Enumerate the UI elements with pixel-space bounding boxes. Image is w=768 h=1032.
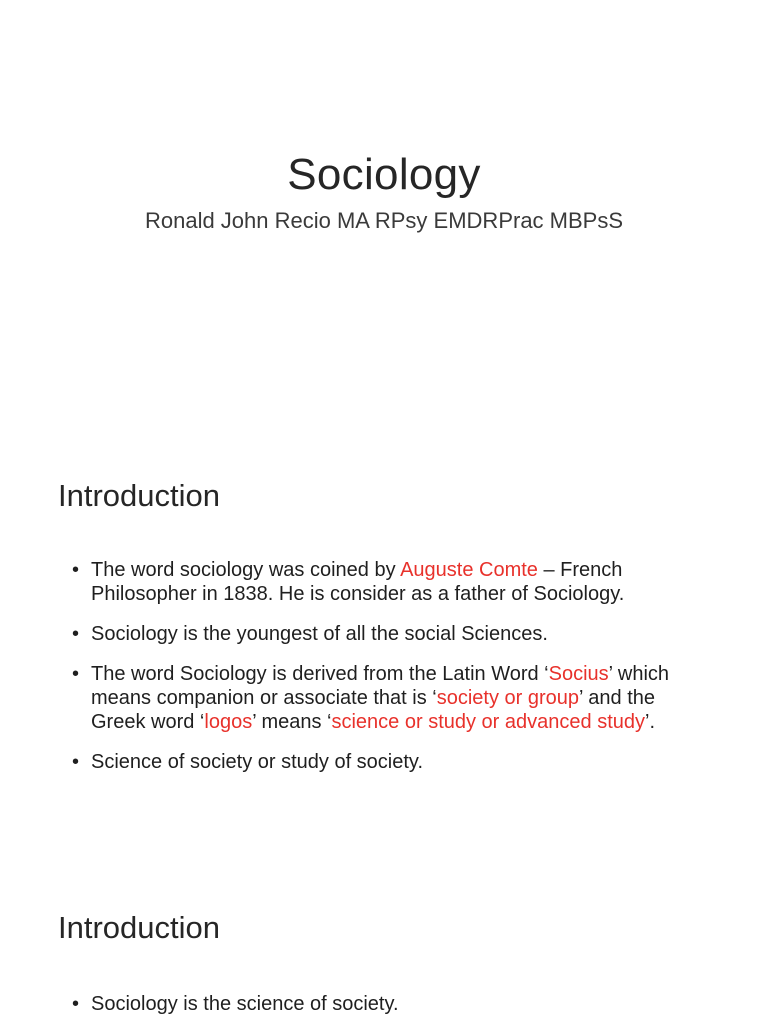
highlight-text: society or group — [436, 687, 580, 709]
bullet-icon: • — [72, 559, 80, 581]
bullet-text: Science of society or study of society. — [91, 751, 424, 773]
bullet-text: ’ which means companion or associate that is ‘ — [91, 663, 670, 709]
introduction-slide-2 — [0, 864, 768, 1024]
title-slide — [0, 0, 768, 432]
bullet-text: The word sociology was coined by — [91, 559, 401, 581]
bullet-text: – French Philosopher in 1838. He is consider as a father of Sociology. — [91, 559, 625, 605]
bullet-icon: • — [72, 751, 80, 773]
bullet-item-youngest — [72, 622, 692, 646]
bullet-text: ’ and the Greek word ‘ — [91, 687, 656, 733]
highlight-text: logos — [204, 711, 253, 733]
slide-heading: Introduction — [58, 910, 220, 945]
slide-title: Sociology — [287, 150, 481, 199]
introduction-slide — [0, 432, 768, 864]
highlight-text: Socius — [548, 663, 609, 685]
bullet-text: ’. — [645, 711, 655, 733]
bullet-icon: • — [72, 663, 80, 685]
slide-heading: Introduction — [58, 478, 220, 513]
bullet-text: ’ means ‘ — [252, 711, 332, 733]
bullet-text: The word Sociology is derived from the Latin Word ‘ — [91, 663, 549, 685]
highlight-text: Auguste Comte — [400, 559, 538, 581]
bullet-icon: • — [72, 623, 80, 645]
highlight-text: science or study or advanced study — [331, 711, 645, 733]
bullet-item-coined — [72, 558, 692, 606]
bullet-text: Sociology is the science of society. — [91, 993, 399, 1015]
bullet-item-science — [72, 750, 692, 774]
bullet-list — [72, 992, 692, 1032]
bullet-text: Sociology is the youngest of all the social Sciences. — [91, 623, 548, 645]
bullet-item-science-of-society — [72, 992, 692, 1016]
bullet-item-derived — [72, 662, 692, 734]
bullet-icon: • — [72, 993, 80, 1015]
slide-subtitle: Ronald John Recio MA RPsy EMDRPrac MBPsS — [144, 208, 624, 233]
bullet-list — [72, 558, 692, 790]
